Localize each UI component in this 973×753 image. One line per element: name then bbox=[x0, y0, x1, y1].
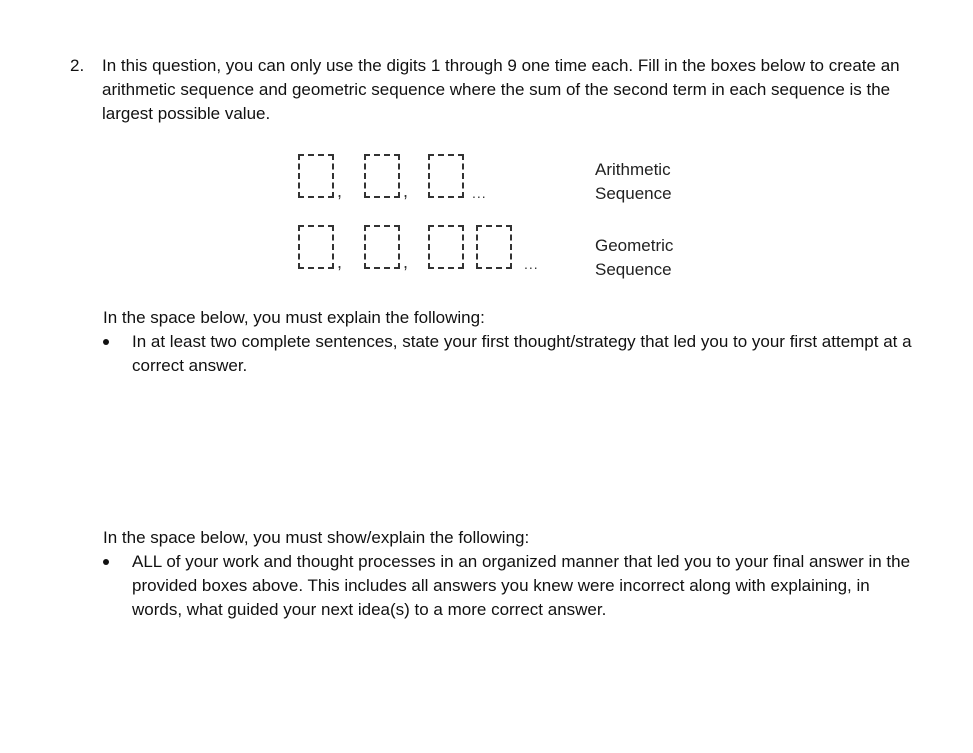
explanation-section-1 bbox=[103, 306, 913, 378]
geometric-sequence-label bbox=[595, 234, 673, 282]
geometric-term-3-digit-1-box[interactable] bbox=[428, 225, 464, 269]
geometric-term-1-box[interactable] bbox=[298, 225, 334, 269]
arithmetic-label-line2: Sequence bbox=[595, 184, 672, 203]
arithmetic-term-2-box[interactable] bbox=[364, 154, 400, 198]
section-1-bullet-text: In at least two complete sentences, state your first thought/strategy that led you to your first attempt at a correct answer. bbox=[132, 332, 912, 375]
arithmetic-term-1-box[interactable] bbox=[298, 154, 334, 198]
section-2-bullet bbox=[103, 550, 913, 622]
geometric-sequence-row bbox=[298, 223, 558, 273]
section-1-intro: In the space below, you must explain the following: bbox=[103, 308, 485, 327]
geometric-label-line2: Sequence bbox=[595, 260, 672, 279]
comma: , bbox=[337, 181, 343, 201]
section-1-bullet bbox=[103, 330, 913, 378]
section-2-intro: In the space below, you must show/explain the following: bbox=[103, 528, 530, 547]
geometric-label-line1: Geometric bbox=[595, 236, 674, 255]
arithmetic-term-3-box[interactable] bbox=[428, 154, 464, 198]
arithmetic-label-line1: Arithmetic bbox=[595, 160, 671, 179]
bullet-icon bbox=[103, 559, 109, 565]
ellipsis: ... bbox=[524, 256, 539, 272]
explanation-section-2 bbox=[103, 526, 913, 622]
comma: , bbox=[403, 252, 409, 272]
comma: , bbox=[337, 252, 343, 272]
bullet-icon bbox=[103, 339, 109, 345]
question-number: 2. bbox=[70, 56, 85, 75]
comma: , bbox=[403, 181, 409, 201]
arithmetic-sequence-label bbox=[595, 158, 672, 206]
arithmetic-sequence-row bbox=[298, 152, 558, 202]
geometric-term-3-digit-2-box[interactable] bbox=[476, 225, 512, 269]
geometric-term-2-box[interactable] bbox=[364, 225, 400, 269]
ellipsis: ... bbox=[472, 185, 487, 201]
question-text: In this question, you can only use the digits 1 through 9 one time each. Fill in the boxes below to create an arithmetic sequence and geometric sequence where the sum of the second term in each sequence is the largest possible value. bbox=[102, 56, 900, 123]
section-2-bullet-text: ALL of your work and thought processes in an organized manner that led you to your final answer in the provided boxes above. This includes all answers you knew were incorrect along with explaining, in words, what guided your next idea(s) to a more correct answer. bbox=[132, 552, 911, 619]
